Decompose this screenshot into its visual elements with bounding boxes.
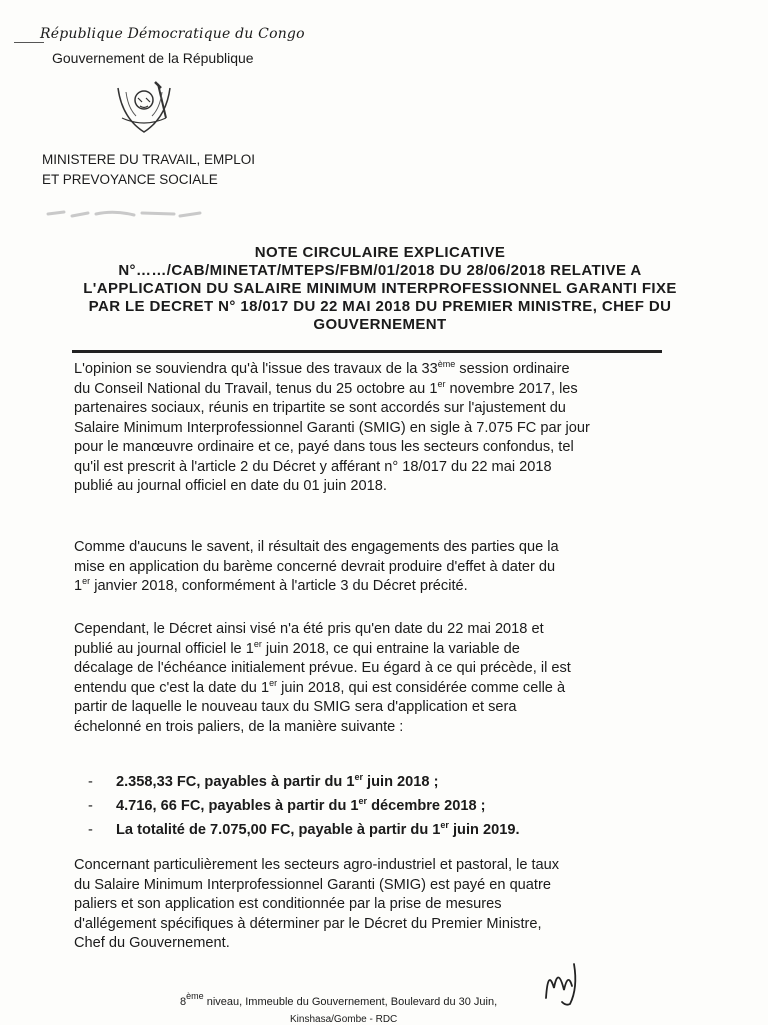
p3-line-1: Cependant, le Décret ainsi visé n'a été pris qu'en date du 22 mai 2018 et: [74, 621, 544, 637]
list-item: - 4.716, 66 FC, payables à partir du 1er décembre 2018 ;: [88, 796, 486, 814]
p1-line-4: Salaire Minimum Interprofessionnel Garanti (SMIG) en sigle à 7.075 FC par jour: [74, 419, 590, 436]
footer-address: 8ème niveau, Immeuble du Gouvernement, Boulevard du 30 Juin,: [180, 991, 498, 1008]
coat-of-arms-icon: [108, 78, 180, 142]
p1-line-5: pour le manœuvre ordinaire et ce, payé dans tous les secteurs confondus, tel: [74, 439, 574, 455]
republic-name: République Démocratique du Congo: [40, 26, 305, 42]
p4-line-2: du Salaire Minimum Interprofessionnel Garanti (SMIG) est payé en quatre: [74, 876, 551, 893]
list-item: - 2.358,33 FC, payables à partir du 1er juin 2018 ;: [88, 772, 439, 790]
p1-line-3: partenaires sociaux, réunis en tripartite se sont accordés sur l'ajustement du: [74, 400, 566, 416]
ministry-line-1: MINISTERE DU TRAVAIL, EMPLOI: [42, 152, 256, 167]
document-title: [70, 244, 690, 334]
paragraph-4: [74, 856, 658, 954]
title-line-3: L'APPLICATION DU SALAIRE MINIMUM INTERPROFESSIONNEL GARANTI FIXE: [83, 280, 677, 297]
ministry-line-2: ET PREVOYANCE SOCIALE: [42, 172, 218, 187]
paragraph-3: [74, 620, 658, 737]
p2-line-1: Comme d'aucuns le savent, il résultait des engagements des parties que la: [74, 539, 559, 555]
faded-stamp-smudge: [44, 204, 204, 222]
p2-line-3: 1er janvier 2018, conformément à l'article 3 du Décret précité.: [74, 576, 468, 594]
p4-line-1: Concernant particulièrement les secteurs agro-industriel et pastoral, le taux: [74, 857, 560, 873]
p3-line-5: partir de laquelle le nouveau taux du SMIG sera d'application et sera: [74, 699, 517, 715]
ministry-name: [42, 150, 255, 190]
p1-line-2: du Conseil National du Travail, tenus du 25 octobre au 1er novembre 2017, les: [74, 378, 578, 397]
title-line-5: GOUVERNEMENT: [313, 316, 447, 333]
footer-city: Kinshasa/Gombe - RDC: [290, 1014, 398, 1025]
p1-line-1: L'opinion se souviendra qu'à l'issue des travaux de la 33ème session ordinaire: [74, 359, 570, 377]
republic-underline-rule: [14, 42, 44, 43]
p1-line-6: qu'il est prescrit à l'article 2 du Décret y afférant n° 18/017 du 22 mai 2018: [74, 458, 552, 475]
paragraph-2: [74, 538, 658, 597]
p4-line-5: Chef du Gouvernement.: [74, 935, 230, 951]
salary-tiers-list: [88, 770, 648, 842]
p2-line-2: mise en application du barème concerné devrait produire d'effet à dater du: [74, 558, 556, 575]
title-line-1: NOTE CIRCULAIRE EXPLICATIVE: [254, 244, 506, 261]
list-item: - La totalité de 7.075,00 FC, payable à partir du 1er juin 2019.: [88, 820, 520, 838]
p4-line-3: paliers et son application est conditionnée par la prise de mesures: [74, 896, 502, 912]
p4-line-4: d'allégement spécifiques à déterminer par le Décret du Premier Ministre,: [74, 915, 542, 932]
title-divider: [72, 350, 662, 353]
p1-line-7: publié au journal officiel en date du 01 juin 2018.: [74, 478, 387, 494]
p3-line-2: publié au journal officiel le 1er juin 2018, ce qui entraine la variable de: [74, 638, 520, 657]
title-line-4: PAR LE DECRET N° 18/017 DU 22 MAI 2018 DU PREMIER MINISTRE, CHEF DU: [88, 298, 672, 315]
p3-line-4: entendu que c'est la date du 1er juin 2018, qui est considérée comme celle à: [74, 677, 566, 696]
paragraph-1: [74, 360, 658, 497]
p3-line-6: échelonné en trois paliers, de la manière suivante :: [74, 718, 404, 735]
title-line-2: N°……/CAB/MINETAT/MTEPS/FBM/01/2018 DU 28/06/2018 RELATIVE A: [118, 262, 642, 279]
government-name: Gouvernement de la République: [52, 50, 254, 66]
p3-line-3: décalage de l'échéance initialement prévue. Eu égard à ce qui précède, il est: [74, 660, 571, 676]
